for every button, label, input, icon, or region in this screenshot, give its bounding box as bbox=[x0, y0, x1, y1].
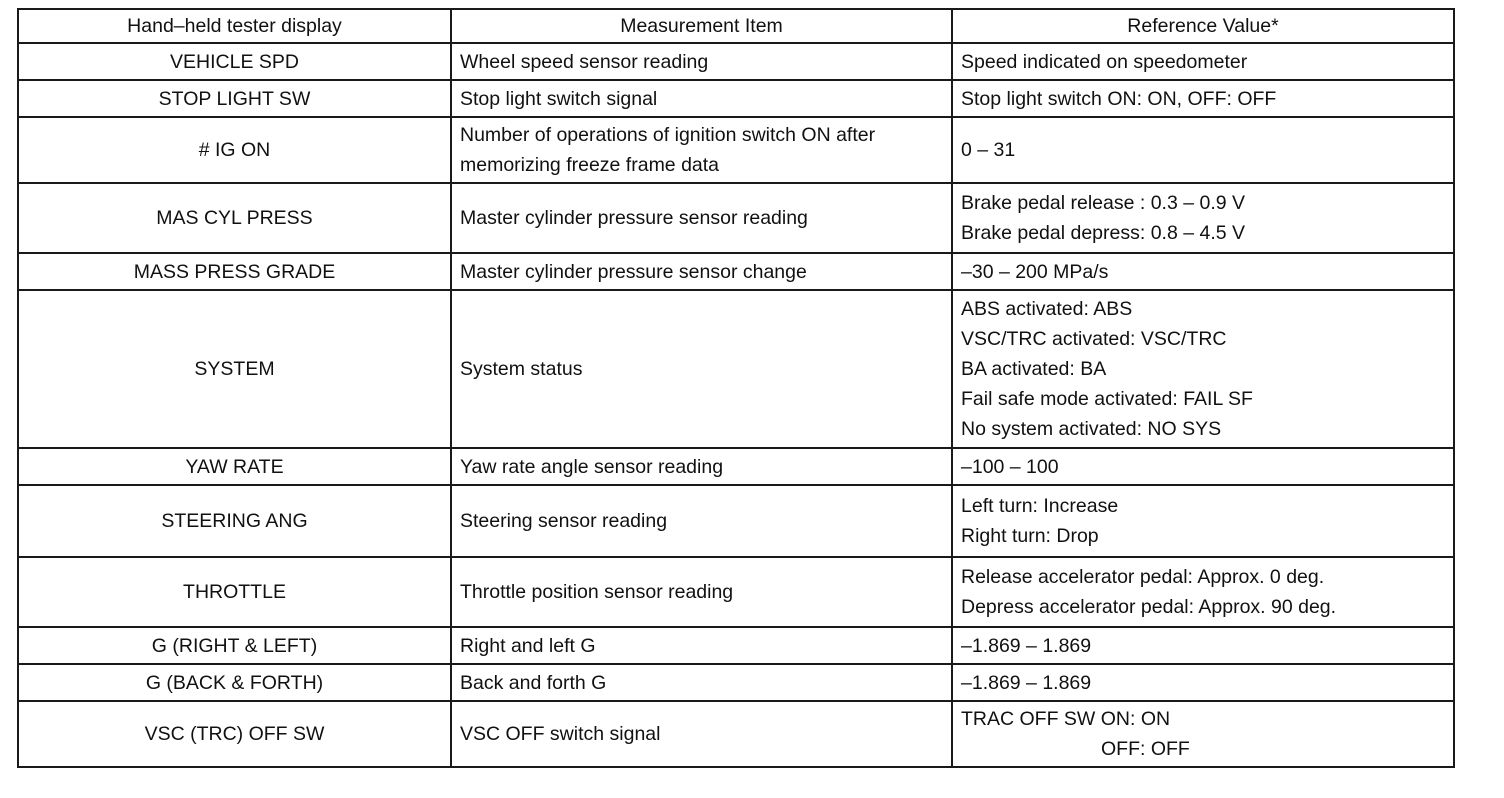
reference-line: TRAC OFF SW ON: ON bbox=[961, 708, 1171, 730]
table-row bbox=[18, 627, 1454, 664]
cell-measurement-item bbox=[451, 183, 952, 253]
table-row bbox=[18, 183, 1454, 253]
cell-tester-display: VSC (TRC) OFF SW bbox=[18, 701, 451, 767]
cell-tester-display: G (BACK & FORTH) bbox=[18, 664, 451, 701]
cell-tester-display: SYSTEM bbox=[18, 290, 451, 448]
cell-tester-display: VEHICLE SPD bbox=[18, 43, 451, 80]
measurement-line: System status bbox=[460, 358, 583, 380]
header-tester-display: Hand–held tester display bbox=[18, 9, 451, 43]
cell-tester-display: MAS CYL PRESS bbox=[18, 183, 451, 253]
cell-measurement-item bbox=[451, 701, 952, 767]
cell-reference-value bbox=[952, 80, 1454, 117]
data-list-table bbox=[17, 8, 1455, 768]
cell-tester-display: STEERING ANG bbox=[18, 485, 451, 557]
measurement-line: Right and left G bbox=[460, 634, 596, 657]
reference-line: No system activated: NO SYS bbox=[961, 418, 1222, 440]
table-row bbox=[18, 253, 1454, 290]
reference-line: Fail safe mode activated: FAIL SF bbox=[961, 388, 1253, 410]
cell-reference-value bbox=[952, 485, 1454, 557]
table-row bbox=[18, 117, 1454, 183]
cell-tester-display: STOP LIGHT SW bbox=[18, 80, 451, 117]
cell-reference-value bbox=[952, 627, 1454, 664]
reference-line: Release accelerator pedal: Approx. 0 deg. bbox=[961, 566, 1325, 588]
cell-tester-display: THROTTLE bbox=[18, 557, 451, 627]
cell-reference-value bbox=[952, 701, 1454, 767]
reference-line: Brake pedal release : 0.3 – 0.9 V bbox=[961, 192, 1246, 214]
cell-measurement-item bbox=[451, 664, 952, 701]
reference-line: VSC/TRC activated: VSC/TRC bbox=[961, 328, 1227, 350]
reference-line: OFF: OFF bbox=[1101, 738, 1190, 760]
measurement-line: VSC OFF switch signal bbox=[460, 723, 661, 745]
reference-line: –1.869 – 1.869 bbox=[961, 634, 1092, 657]
table-row bbox=[18, 664, 1454, 701]
cell-tester-display: # IG ON bbox=[18, 117, 451, 183]
reference-line: 0 – 31 bbox=[961, 139, 1016, 161]
reference-line: –100 – 100 bbox=[961, 455, 1059, 478]
measurement-line: Wheel speed sensor reading bbox=[460, 50, 709, 73]
cell-tester-display: MASS PRESS GRADE bbox=[18, 253, 451, 290]
header-reference-value: Reference Value* bbox=[952, 9, 1454, 43]
cell-measurement-item bbox=[451, 557, 952, 627]
cell-measurement-item bbox=[451, 290, 952, 448]
measurement-line: memorizing freeze frame data bbox=[460, 154, 720, 176]
cell-measurement-item bbox=[451, 485, 952, 557]
reference-line: Stop light switch ON: ON, OFF: OFF bbox=[961, 87, 1277, 110]
cell-measurement-item bbox=[451, 627, 952, 664]
measurement-line: Stop light switch signal bbox=[460, 87, 658, 110]
measurement-line: Steering sensor reading bbox=[460, 510, 668, 532]
reference-line: Speed indicated on speedometer bbox=[961, 50, 1248, 73]
measurement-line: Master cylinder pressure sensor reading bbox=[460, 207, 808, 229]
table-row bbox=[18, 485, 1454, 557]
measurement-line: Number of operations of ignition switch ON after bbox=[460, 124, 876, 146]
reference-line: ABS activated: ABS bbox=[961, 298, 1133, 320]
cell-reference-value bbox=[952, 290, 1454, 448]
reference-line: –30 – 200 MPa/s bbox=[961, 260, 1109, 283]
table-row bbox=[18, 448, 1454, 485]
table-header-row bbox=[18, 9, 1454, 43]
cell-reference-value bbox=[952, 664, 1454, 701]
reference-line: Depress accelerator pedal: Approx. 90 deg. bbox=[961, 596, 1337, 618]
cell-tester-display: YAW RATE bbox=[18, 448, 451, 485]
cell-reference-value bbox=[952, 253, 1454, 290]
reference-line: –1.869 – 1.869 bbox=[961, 671, 1092, 694]
cell-measurement-item bbox=[451, 43, 952, 80]
measurement-line: Back and forth G bbox=[460, 671, 607, 694]
cell-measurement-item bbox=[451, 80, 952, 117]
cell-measurement-item bbox=[451, 253, 952, 290]
cell-reference-value bbox=[952, 43, 1454, 80]
reference-line: BA activated: BA bbox=[961, 358, 1107, 380]
table-row bbox=[18, 80, 1454, 117]
cell-reference-value bbox=[952, 117, 1454, 183]
cell-measurement-item bbox=[451, 117, 952, 183]
cell-tester-display: G (RIGHT & LEFT) bbox=[18, 627, 451, 664]
cell-reference-value bbox=[952, 448, 1454, 485]
cell-reference-value bbox=[952, 557, 1454, 627]
header-measurement-item: Measurement Item bbox=[451, 9, 952, 43]
reference-line: Left turn: Increase bbox=[961, 495, 1119, 517]
cell-measurement-item bbox=[451, 448, 952, 485]
table-row bbox=[18, 290, 1454, 448]
table-row bbox=[18, 43, 1454, 80]
measurement-line: Master cylinder pressure sensor change bbox=[460, 260, 807, 283]
cell-reference-value bbox=[952, 183, 1454, 253]
table-row bbox=[18, 557, 1454, 627]
measurement-line: Throttle position sensor reading bbox=[460, 581, 734, 603]
reference-line: Brake pedal depress: 0.8 – 4.5 V bbox=[961, 222, 1246, 244]
measurement-line: Yaw rate angle sensor reading bbox=[460, 455, 724, 478]
table-row bbox=[18, 701, 1454, 767]
reference-line: Right turn: Drop bbox=[961, 525, 1099, 547]
